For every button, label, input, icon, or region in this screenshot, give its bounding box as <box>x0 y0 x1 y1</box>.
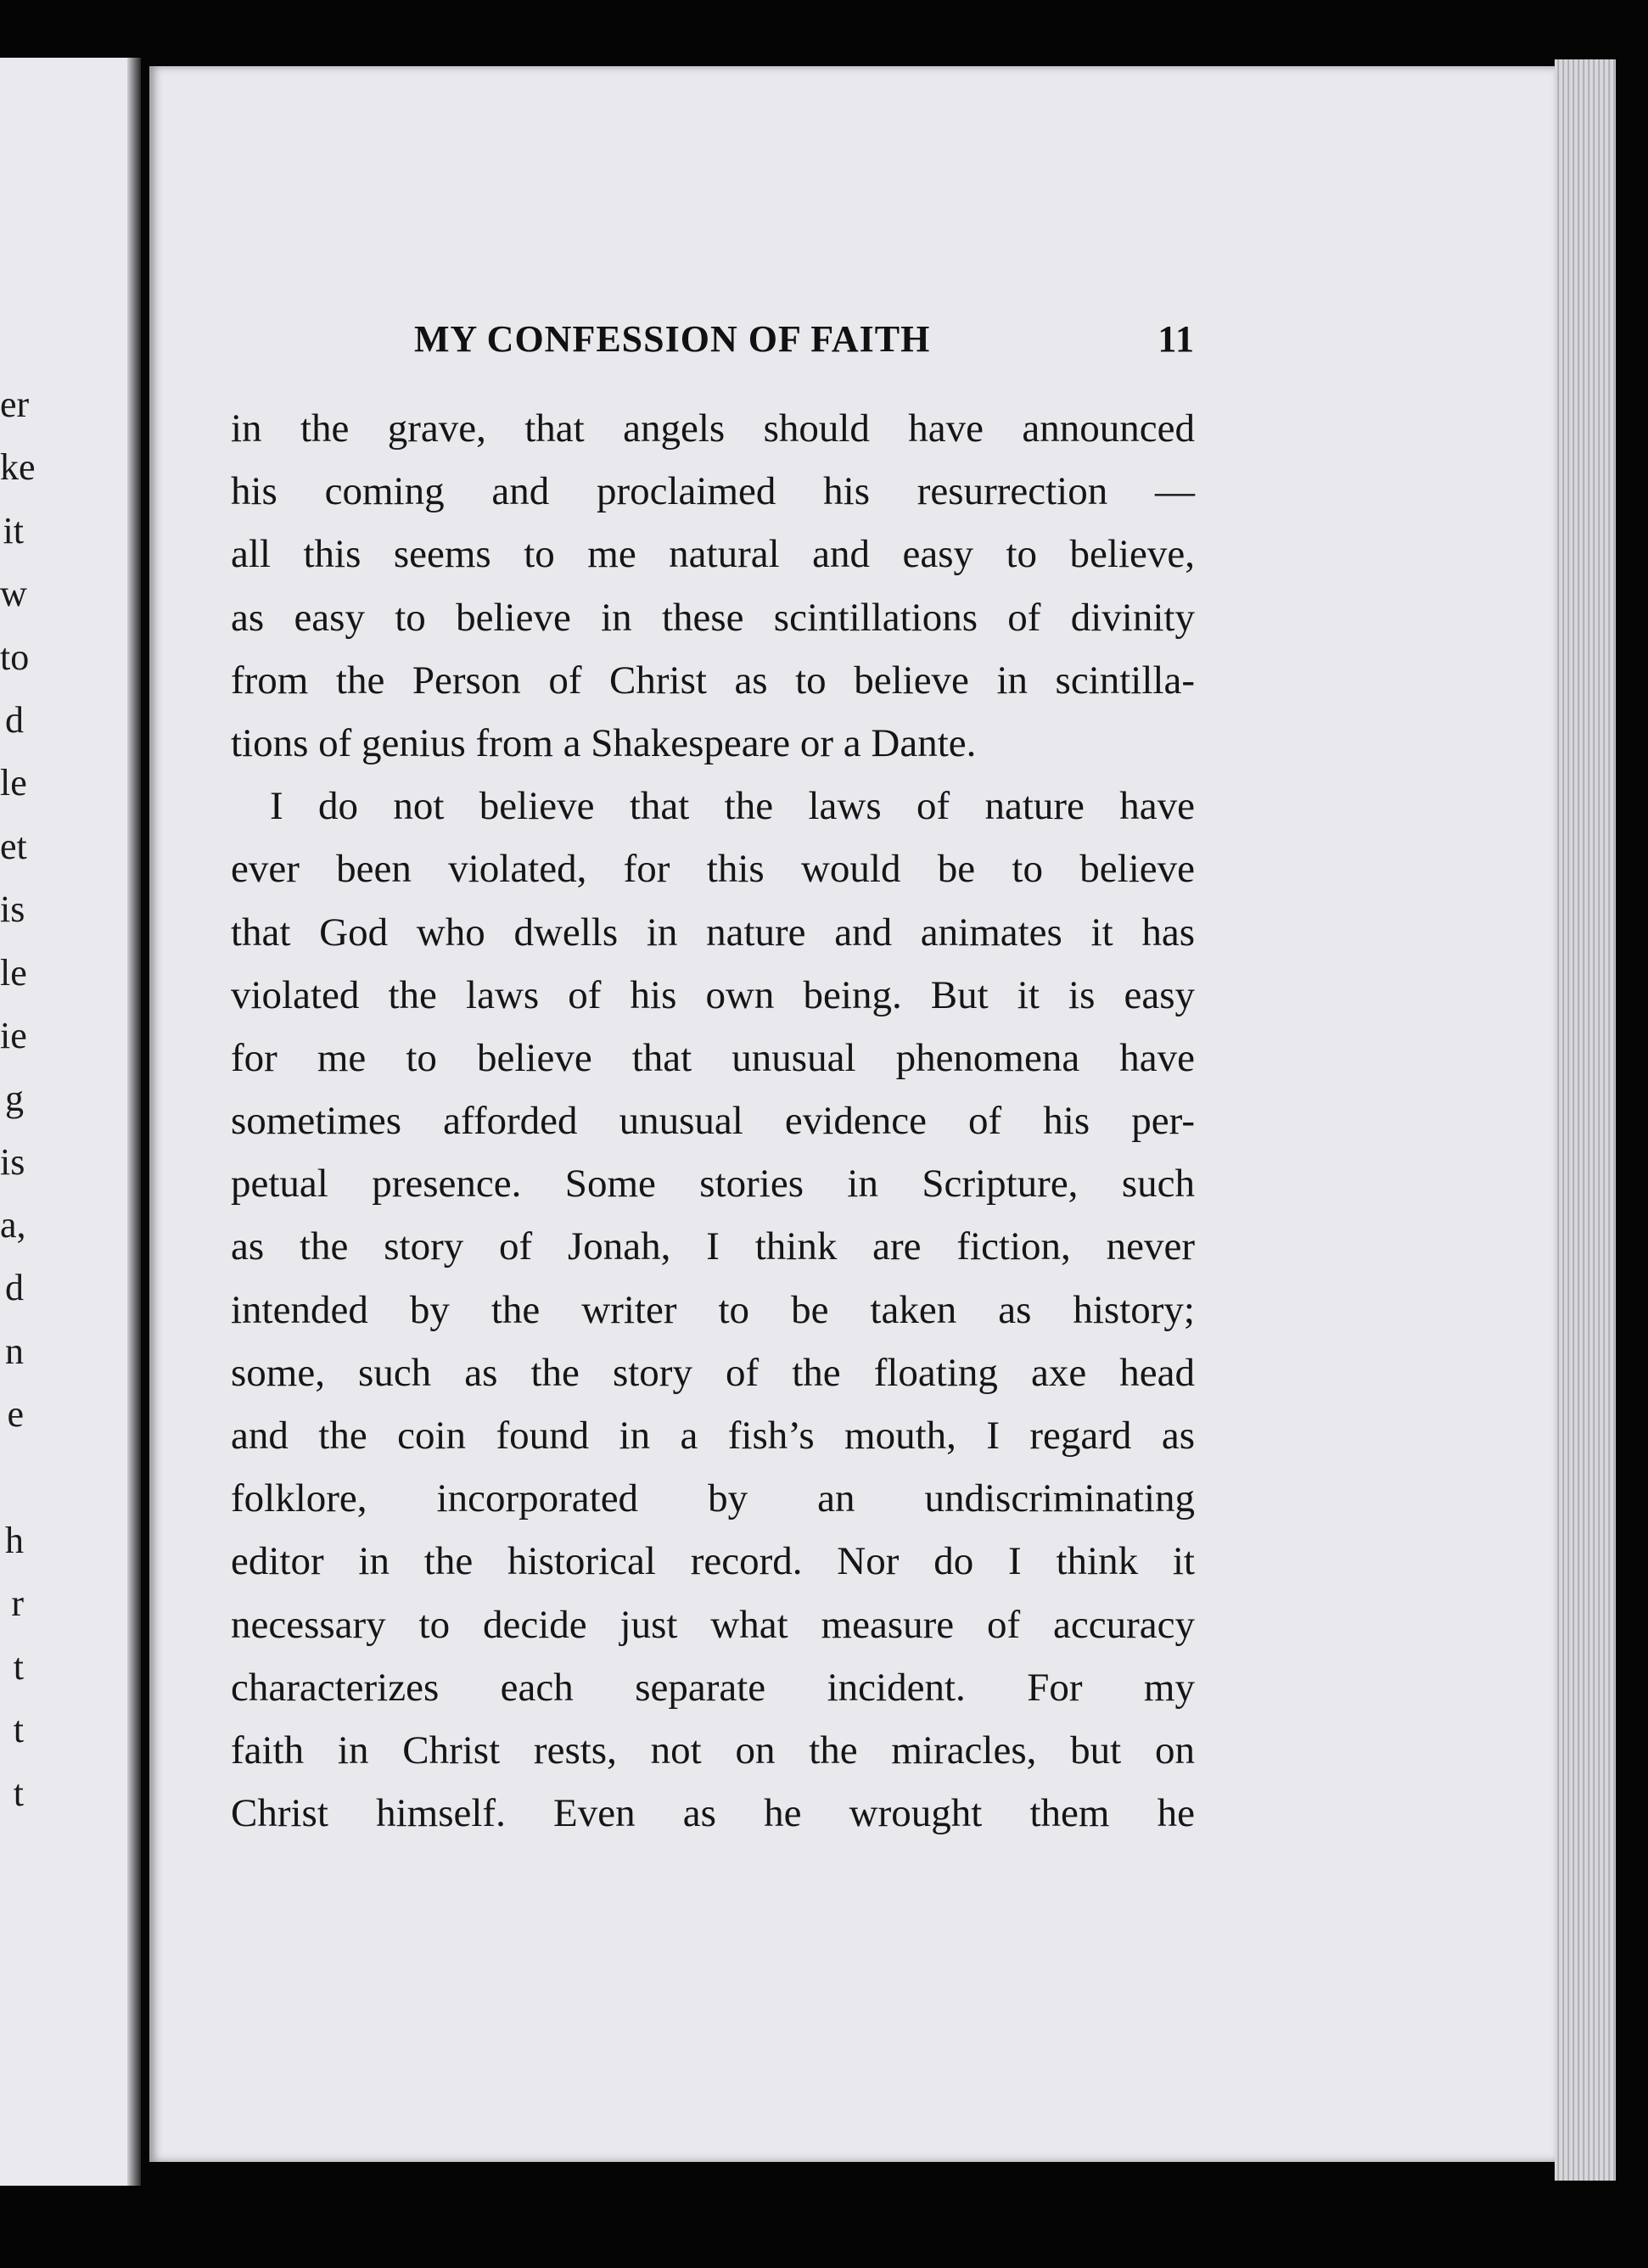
text-line: ever been violated, for this would be to believe <box>231 847 1195 892</box>
text-line: from the Person of Christ as to believe in scintilla- <box>231 658 1195 703</box>
left-fragment: a, <box>0 1204 26 1246</box>
left-fragment: w <box>0 573 27 615</box>
text-line: as easy to believe in these scintillations of divinity <box>231 595 1195 640</box>
text-line: all this seems to me natural and easy to believe, <box>231 532 1195 577</box>
left-fragment: le <box>0 762 27 804</box>
left-fragment: h <box>5 1520 24 1562</box>
body-text <box>231 397 1195 1845</box>
text-line: that God who dwells in nature and animates it has <box>231 910 1195 955</box>
left-page-text-fragments <box>0 373 127 1825</box>
running-head <box>414 317 1195 368</box>
page-number: 11 <box>1158 318 1195 360</box>
left-fragment: d <box>5 698 24 741</box>
text-line: in the grave, that angels should have announced <box>231 406 1195 451</box>
book-gutter <box>127 58 141 2186</box>
text-line: as the story of Jonah, I think are fiction, never <box>231 1224 1195 1269</box>
text-line: tions of genius from a Shakespeare or a Dante. <box>231 720 977 765</box>
left-fragment: ke <box>0 446 36 489</box>
text-line: intended by the writer to be taken as history; <box>231 1287 1195 1332</box>
text-line: violated the laws of his own being. But it is easy <box>231 972 1195 1017</box>
left-fragment: et <box>0 825 27 867</box>
text-line: I do not believe that the laws of nature have <box>270 784 1195 829</box>
left-fragment: e <box>7 1393 24 1436</box>
left-fragment: n <box>5 1330 24 1372</box>
left-fragment: t <box>13 1709 24 1751</box>
text-line: sometimes afforded unusual evidence of his per- <box>231 1099 1195 1144</box>
left-fragment: t <box>13 1772 24 1814</box>
left-fragment: is <box>0 1140 25 1183</box>
text-line: editor in the historical record. Nor do I think it <box>231 1539 1195 1584</box>
running-title: MY CONFESSION OF FAITH <box>414 318 931 360</box>
page-stack-edge <box>1555 59 1616 2181</box>
left-fragment: it <box>3 509 24 552</box>
left-fragment: t <box>13 1645 24 1688</box>
text-line: for me to believe that unusual phenomena have <box>231 1035 1195 1080</box>
left-fragment <box>0 1447 127 1509</box>
left-fragment: le <box>0 951 27 994</box>
text-line: folklore, incorporated by an undiscriminating <box>231 1476 1195 1521</box>
left-fragment: is <box>0 888 25 931</box>
text-line: faith in Christ rests, not on the miracles, but on <box>231 1728 1195 1772</box>
left-fragment: er <box>0 384 30 425</box>
left-fragment: to <box>0 636 30 678</box>
text-line: necessary to decide just what measure of accuracy <box>231 1602 1195 1647</box>
text-line: petual presence. Some stories in Scripture, such <box>231 1162 1195 1207</box>
text-line: and the coin found in a fish’s mouth, I regard as <box>231 1414 1195 1458</box>
text-line: Christ himself. Even as he wrought them he <box>231 1791 1195 1836</box>
text-line: his coming and proclaimed his resurrection — <box>231 469 1195 514</box>
left-fragment: r <box>11 1582 24 1625</box>
left-fragment: d <box>5 1267 24 1309</box>
text-line: some, such as the story of the floating axe head <box>231 1350 1195 1395</box>
left-fragment: ie <box>0 1014 27 1056</box>
text-line: characterizes each separate incident. For my <box>231 1665 1195 1710</box>
left-fragment: g <box>5 1078 24 1120</box>
